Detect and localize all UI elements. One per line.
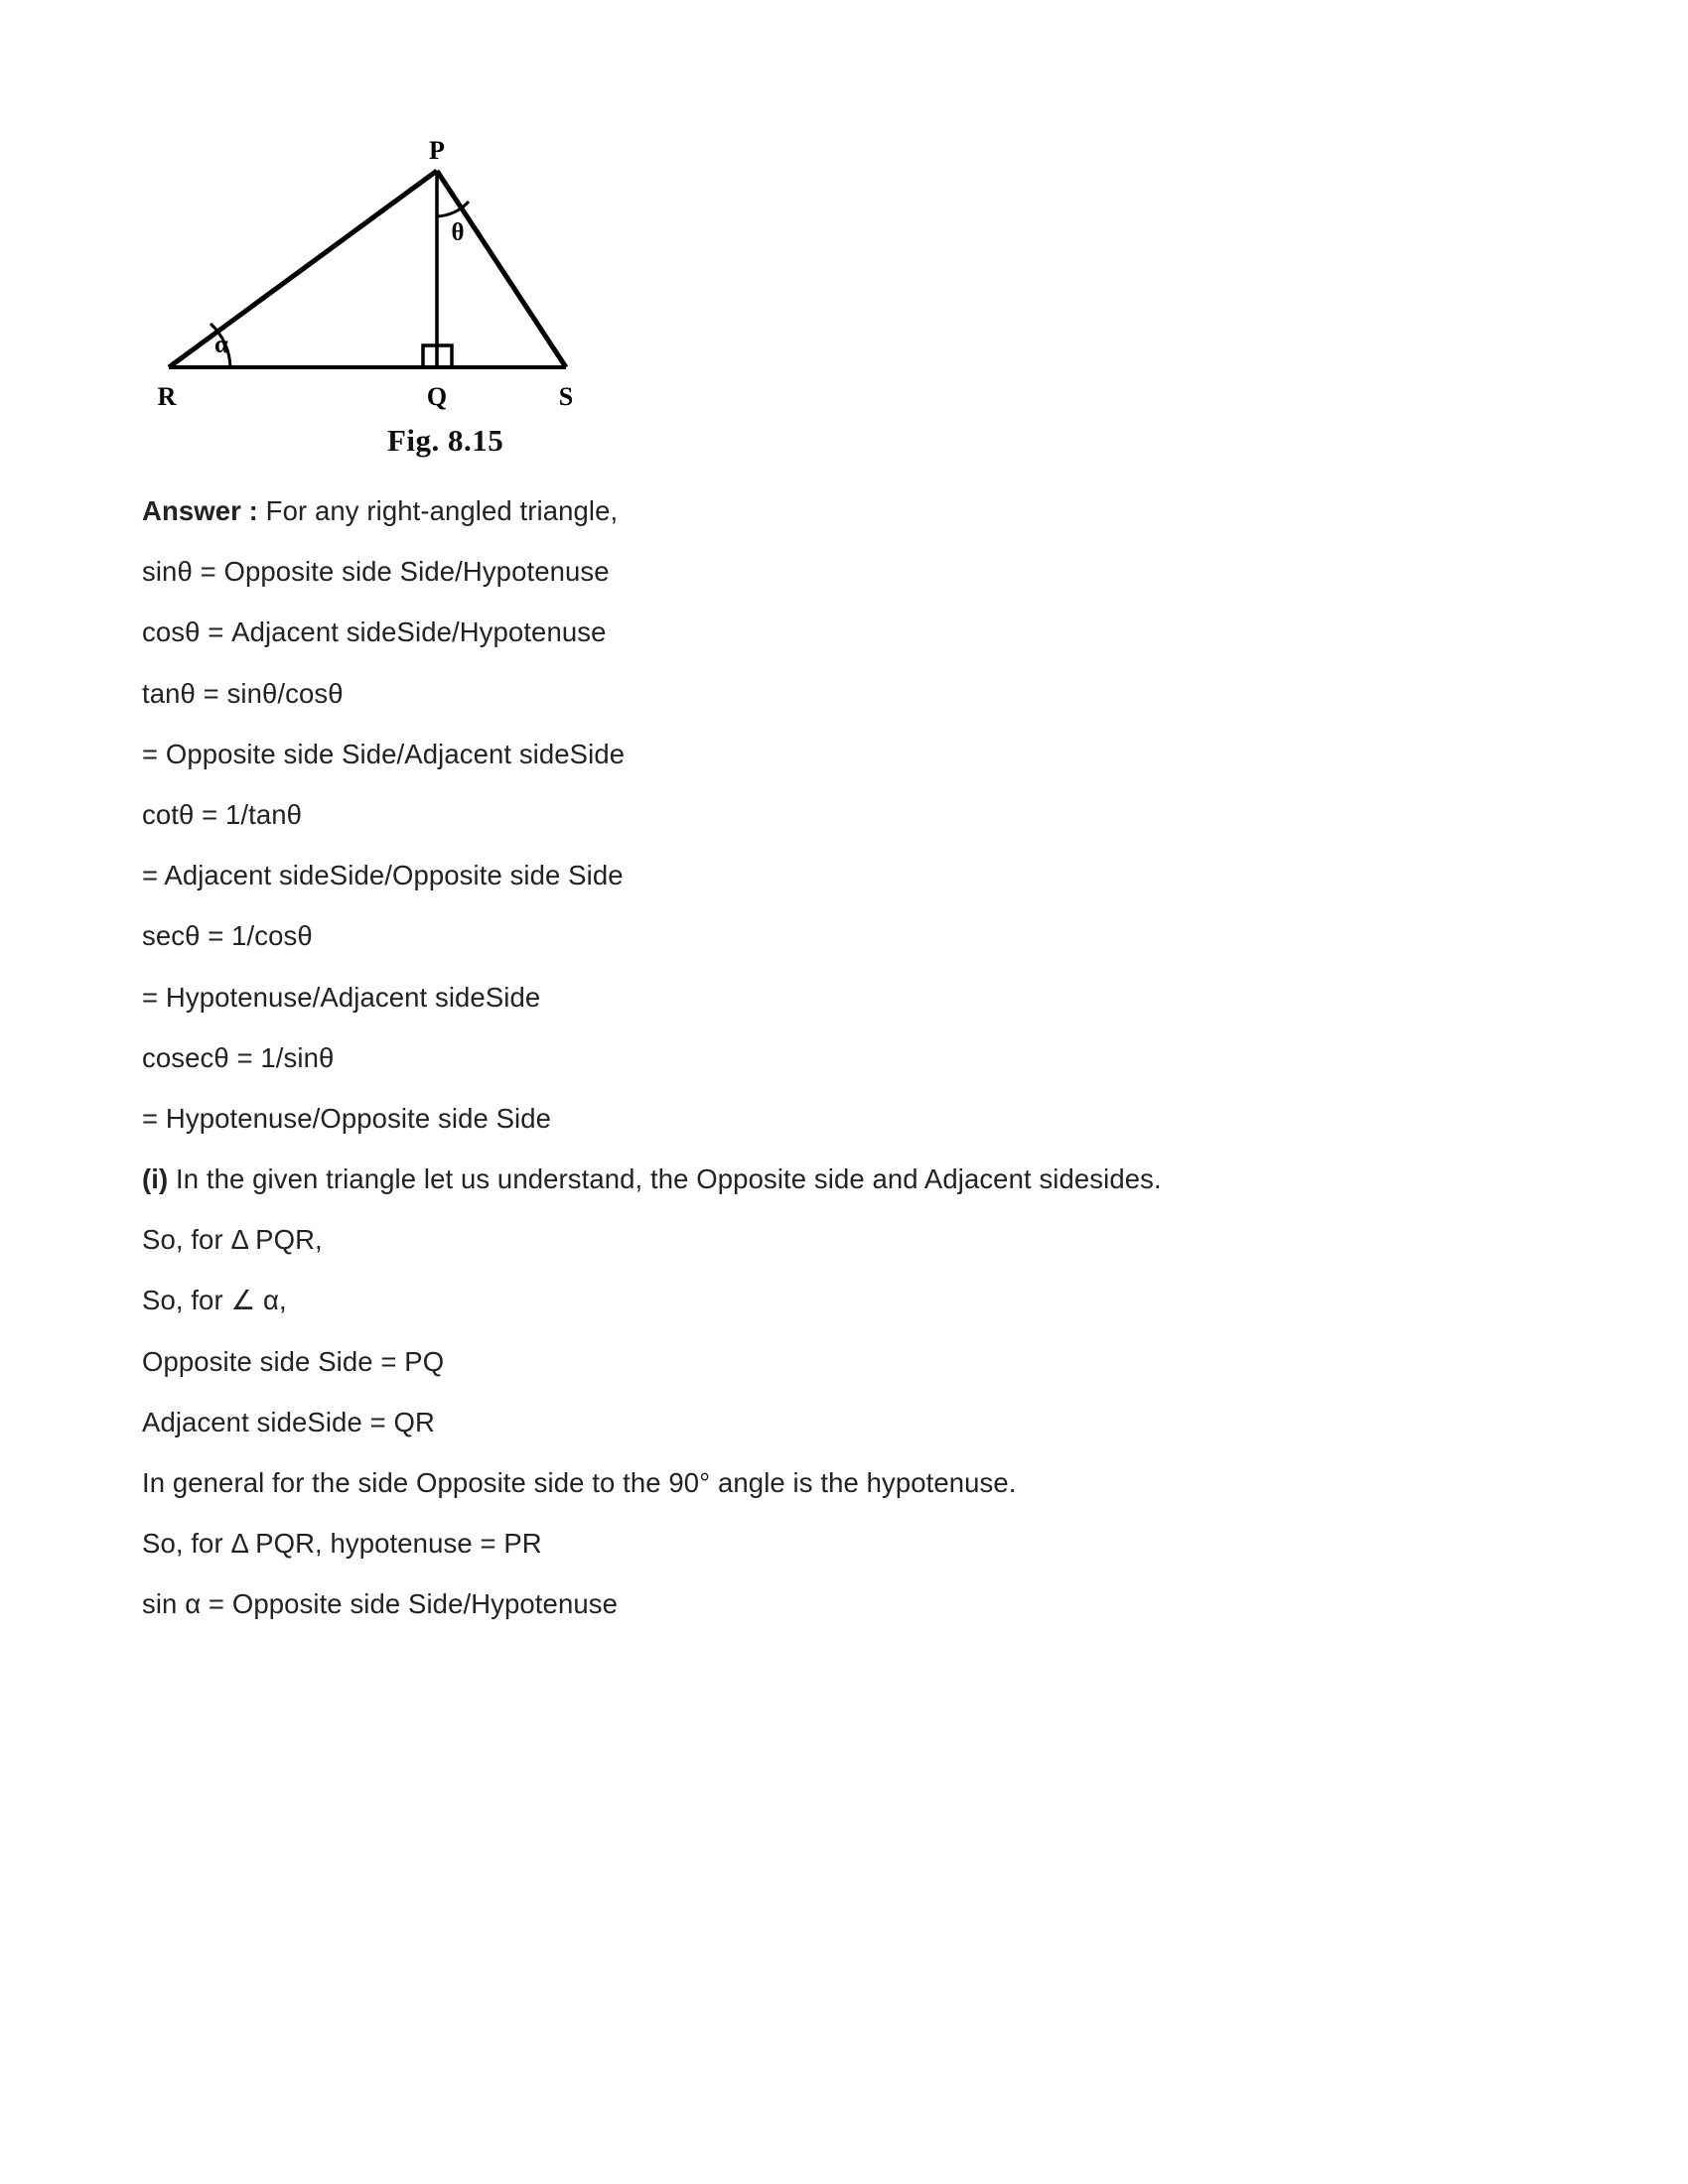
line-for-angle-alpha: So, for ∠ α, — [142, 1285, 287, 1316]
segment-PS — [437, 171, 566, 367]
formula-line-tan-expanded: = Opposite side Side/Adjacent sideSide — [142, 738, 626, 769]
formula-line-cosec: cosecθ = 1/sinθ — [142, 1041, 335, 1073]
line-opposite-side-pq: Opposite side Side = PQ — [142, 1345, 445, 1377]
figure-caption: Fig. 8.15 — [387, 423, 504, 458]
formula-line-cos: cosθ = Adjacent sideSide/Hypotenuse — [142, 616, 607, 648]
formula-line-cosec-expanded: = Hypotenuse/Opposite side Side — [142, 1102, 552, 1134]
angle-label-theta: θ — [451, 219, 465, 246]
vertex-label-Q: Q — [426, 382, 448, 411]
formula-line-cot-expanded: = Adjacent sideSide/Opposite side Side — [142, 860, 624, 891]
part-i-text: In the given triangle let us understand, the Opposite side and Adjacent sidesides. — [168, 1163, 1162, 1195]
formula-line-sec: secθ = 1/cosθ — [142, 920, 313, 952]
segment-RP — [169, 171, 437, 367]
formula-line-sin: sinθ = Opposite side Side/Hypotenuse — [142, 556, 610, 588]
formula-line-cot: cotθ = 1/tanθ — [142, 798, 303, 830]
angle-label-alpha: α — [214, 332, 228, 358]
line-hypotenuse-general: In general for the side Opposite side to the 90° angle is the hypotenuse. — [142, 1467, 1017, 1498]
answer-intro-text: For any right-angled triangle, — [257, 495, 619, 526]
formula-line-tan: tanθ = sinθ/cosθ — [142, 677, 344, 709]
vertex-label-S: S — [558, 382, 574, 411]
answer-label: Answer : — [142, 495, 258, 526]
line-for-triangle-pqr: So, for Δ PQR, — [142, 1224, 323, 1256]
line-sin-alpha: sin α = Opposite side Side/Hypotenuse — [142, 1588, 618, 1620]
part-i-line — [142, 1162, 1552, 1195]
triangle-diagram-svg — [149, 139, 626, 427]
answer-intro-line — [142, 494, 1552, 527]
vertex-label-P: P — [429, 139, 445, 165]
answer-body — [142, 494, 1552, 1649]
part-i-label: (i) — [142, 1163, 169, 1195]
line-hypotenuse-pr: So, for Δ PQR, hypotenuse = PR — [142, 1528, 542, 1560]
formula-line-sec-expanded: = Hypotenuse/Adjacent sideSide — [142, 981, 541, 1013]
vertex-label-R: R — [157, 382, 177, 411]
line-adjacent-side-qr: Adjacent sideSide = QR — [142, 1406, 435, 1437]
geometry-figure — [149, 139, 626, 458]
